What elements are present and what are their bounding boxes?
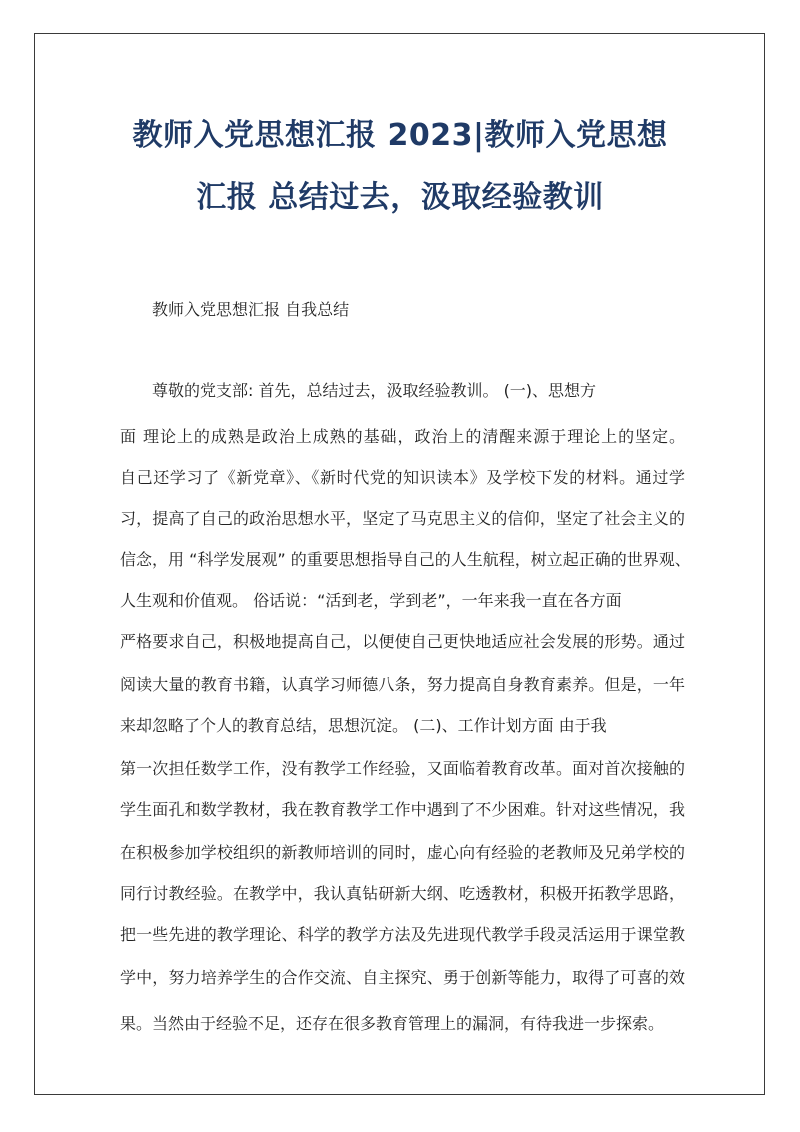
body-line-2: 面 理论上的成熟是政治上成熟的基础，政治上的清醒来源于理论上的坚定。 (120, 427, 685, 446)
body-line-3: 自己还学习了《新党章》、《新时代党的知识读本》及学校下发的材料。通过学 (120, 468, 685, 487)
body-line-16: 果。当然由于经验不足，还存在很多教育管理上的漏洞，有待我进一步探索。 (120, 1014, 665, 1033)
document-title-line-1: 教师入党思想汇报 2023|教师入党思想 (132, 118, 668, 153)
body-line-10: 第一次担任数学工作，没有教学工作经验，又面临着教育改革。面对首次接触的 (120, 759, 685, 778)
body-line-13: 同行讨教经验。在教学中，我认真钻研新大纲、吃透教材，积极开拓教学思路， (120, 884, 685, 903)
body-line-6: 人生观和价值观。 俗话说：“活到老，学到老”，一年来我一直在各方面 (120, 591, 622, 610)
body-line-15: 学中，努力培养学生的合作交流、自主探究、勇于创新等能力，取得了可喜的效 (120, 968, 685, 987)
document-subtitle: 教师入党思想汇报 自我总结 (152, 300, 350, 319)
body-line-11: 学生面孔和数学教材，我在教育教学工作中遇到了不少困难。针对这些情况，我 (120, 800, 685, 819)
body-line-8: 阅读大量的教育书籍，认真学习师德八条，努力提高自身教育素养。但是，一年 (120, 675, 685, 694)
body-line-7: 严格要求自己，积极地提高自己，以便使自己更快地适应社会发展的形势。通过 (120, 632, 685, 651)
body-line-5: 信念，用 “科学发展观” 的重要思想指导自己的人生航程，树立起正确的世界观、 (120, 550, 691, 569)
document-title-line-2: 汇报 总结过去，汲取经验教训 (196, 180, 604, 215)
body-line-9: 来却忽略了个人的教育总结，思想沉淀。 (二)、工作计划方面 由于我 (120, 716, 607, 735)
body-line-1: 尊敬的党支部: 首先，总结过去，汲取经验教训。 (一)、思想方 (152, 381, 597, 400)
body-line-4: 习，提高了自己的政治思想水平，坚定了马克思主义的信仰，坚定了社会主义的 (120, 509, 685, 528)
body-line-12: 在积极参加学校组织的新教师培训的同时，虚心向有经验的老教师及兄弟学校的 (120, 843, 685, 862)
body-line-14: 把一些先进的教学理论、科学的教学方法及先进现代教学手段灵活运用于课堂教 (120, 925, 685, 944)
